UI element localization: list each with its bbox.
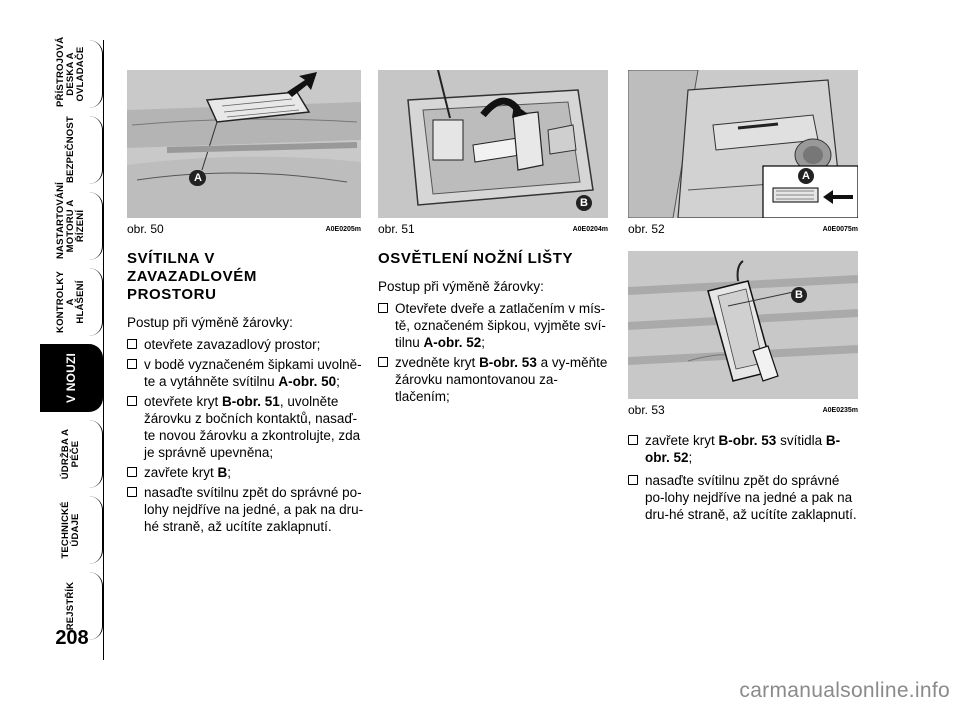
list-item	[127, 356, 365, 390]
figure-reference: A-obr. 50	[278, 374, 337, 389]
tab-v-nouzi[interactable]	[40, 344, 103, 412]
tab-label: BEZPEČNOST	[65, 116, 76, 183]
figure-53	[628, 251, 858, 417]
figure-code: A0E0075m	[822, 226, 858, 233]
marker-b: B	[791, 287, 807, 303]
marker-a: A	[798, 168, 814, 184]
checkbox-bullet-icon	[127, 396, 137, 406]
list-item	[378, 354, 610, 405]
figure-52	[628, 70, 858, 236]
item-text: v bodě vyznačeném šipkami uvolně-te a vytáhněte svítilnu	[144, 357, 362, 389]
item-text: ;	[481, 335, 486, 350]
item-text: zavřete kryt	[645, 433, 715, 448]
checkbox-bullet-icon	[628, 435, 638, 445]
column-trunk-lamp	[127, 250, 365, 538]
figure-code: A0E0235m	[822, 407, 858, 414]
figure-code: A0E0205m	[325, 226, 361, 233]
checkbox-bullet-icon	[378, 357, 388, 367]
page-number: 208	[55, 627, 89, 649]
item-text: otevřete kryt	[144, 394, 219, 409]
list-item	[628, 432, 860, 466]
checkbox-bullet-icon	[127, 359, 137, 369]
tab-label: KONTROLKY A HLÁŠENÍ	[55, 271, 86, 333]
checkbox-bullet-icon	[127, 467, 137, 477]
tab-pristrojova-deska[interactable]	[40, 36, 103, 108]
item-text: ;	[688, 450, 693, 465]
item-text: , uvolněte žárovku z bočních kontaktů, nasaď-te novou žárovku a zkontrolujte, zda je správně upevněna;	[144, 394, 361, 460]
column-footwell-lamp	[378, 250, 610, 408]
figure-code: A0E0204m	[572, 226, 608, 233]
item-text: nasaďte svítilnu zpět do správné po-lohy nejdříve na jedné, a pak na dru-hé straně, až ucítíte zaklapnutí.	[144, 485, 364, 534]
lamp-cover-illustration	[378, 70, 608, 218]
marker-a: A	[190, 170, 206, 186]
figure-reference: B	[217, 465, 228, 480]
figure-50	[127, 70, 361, 236]
intro-text: Postup při výměně žárovky:	[378, 279, 544, 294]
column-footwell-lamp-continued	[628, 432, 860, 526]
footwell-lamp-illustration	[628, 251, 858, 399]
marker-b: B	[576, 195, 592, 211]
tab-udrzba[interactable]	[40, 420, 103, 488]
tab-kontrolky[interactable]	[40, 268, 103, 336]
figure-51	[378, 70, 608, 236]
list-item	[378, 300, 610, 351]
item-text: Otevřete dveře a zatlačením v mís-tě, označeném šipkou, vyjměte sví-tilnu	[395, 301, 606, 350]
figure-reference: B-obr. 52	[645, 433, 841, 465]
checkbox-bullet-icon	[628, 475, 638, 485]
tab-label: TECHNICKÉ ÚDAJE	[60, 501, 81, 559]
list-item	[628, 472, 860, 523]
figure-caption: obr. 51	[378, 222, 415, 236]
door-panel-illustration	[628, 70, 858, 218]
list-item	[127, 484, 365, 535]
list-item	[127, 336, 365, 353]
intro-text: Postup při výměně žárovky:	[127, 315, 293, 330]
item-text: a vy-měňte žárovku namontovanou za-tlačením;	[395, 355, 608, 404]
tab-label: V NOUZI	[64, 352, 78, 404]
list-item	[127, 393, 365, 461]
section-heading: OSVĚTLENÍ NOŽNÍ LIŠTY	[378, 250, 574, 267]
figure-reference: B-obr. 53	[479, 355, 537, 370]
tab-label: REJSTŘÍK	[65, 581, 76, 631]
checkbox-bullet-icon	[127, 487, 137, 497]
tab-technicke-udaje[interactable]	[40, 496, 103, 564]
watermark: carmanualsonline.info	[739, 679, 950, 702]
list-item	[127, 464, 365, 481]
tab-bezpecnost[interactable]	[40, 116, 103, 184]
item-text: zavřete kryt	[144, 465, 214, 480]
item-text: nasaďte svítilnu zpět do správné po-lohy nejdříve na jedné a pak na dru-hé straně, až ucítíte zaklapnutí.	[645, 473, 857, 522]
trunk-lamp-illustration	[127, 70, 361, 218]
section-heading: SVÍTILNA V ZAVAZADLOVÉM PROSTORU	[127, 250, 257, 303]
checkbox-bullet-icon	[378, 303, 388, 313]
tab-label: ÚDRŽBA A PÉČE	[60, 428, 81, 480]
checkbox-bullet-icon	[127, 339, 137, 349]
figure-reference: B-obr. 51	[222, 394, 280, 409]
item-text: ;	[227, 465, 232, 480]
figure-reference: B-obr. 53	[718, 433, 777, 448]
item-text: zvedněte kryt	[395, 355, 476, 370]
figure-caption: obr. 50	[127, 222, 164, 236]
figure-reference: A-obr. 52	[423, 335, 482, 350]
figure-caption: obr. 53	[628, 403, 665, 417]
item-text: otevřete zavazadlový prostor;	[144, 337, 321, 352]
tab-label: PŘÍSTROJOVÁ DESKA A OVLADAČE	[55, 36, 86, 107]
item-text: svítidla	[780, 433, 823, 448]
tab-label: NASTARTOVÁNÍ MOTORU A ŘÍZENÍ	[55, 182, 86, 259]
tab-nastartovani[interactable]	[40, 182, 103, 260]
item-text: ;	[336, 374, 340, 389]
figure-caption: obr. 52	[628, 222, 665, 236]
chapter-sidebar	[40, 36, 104, 640]
